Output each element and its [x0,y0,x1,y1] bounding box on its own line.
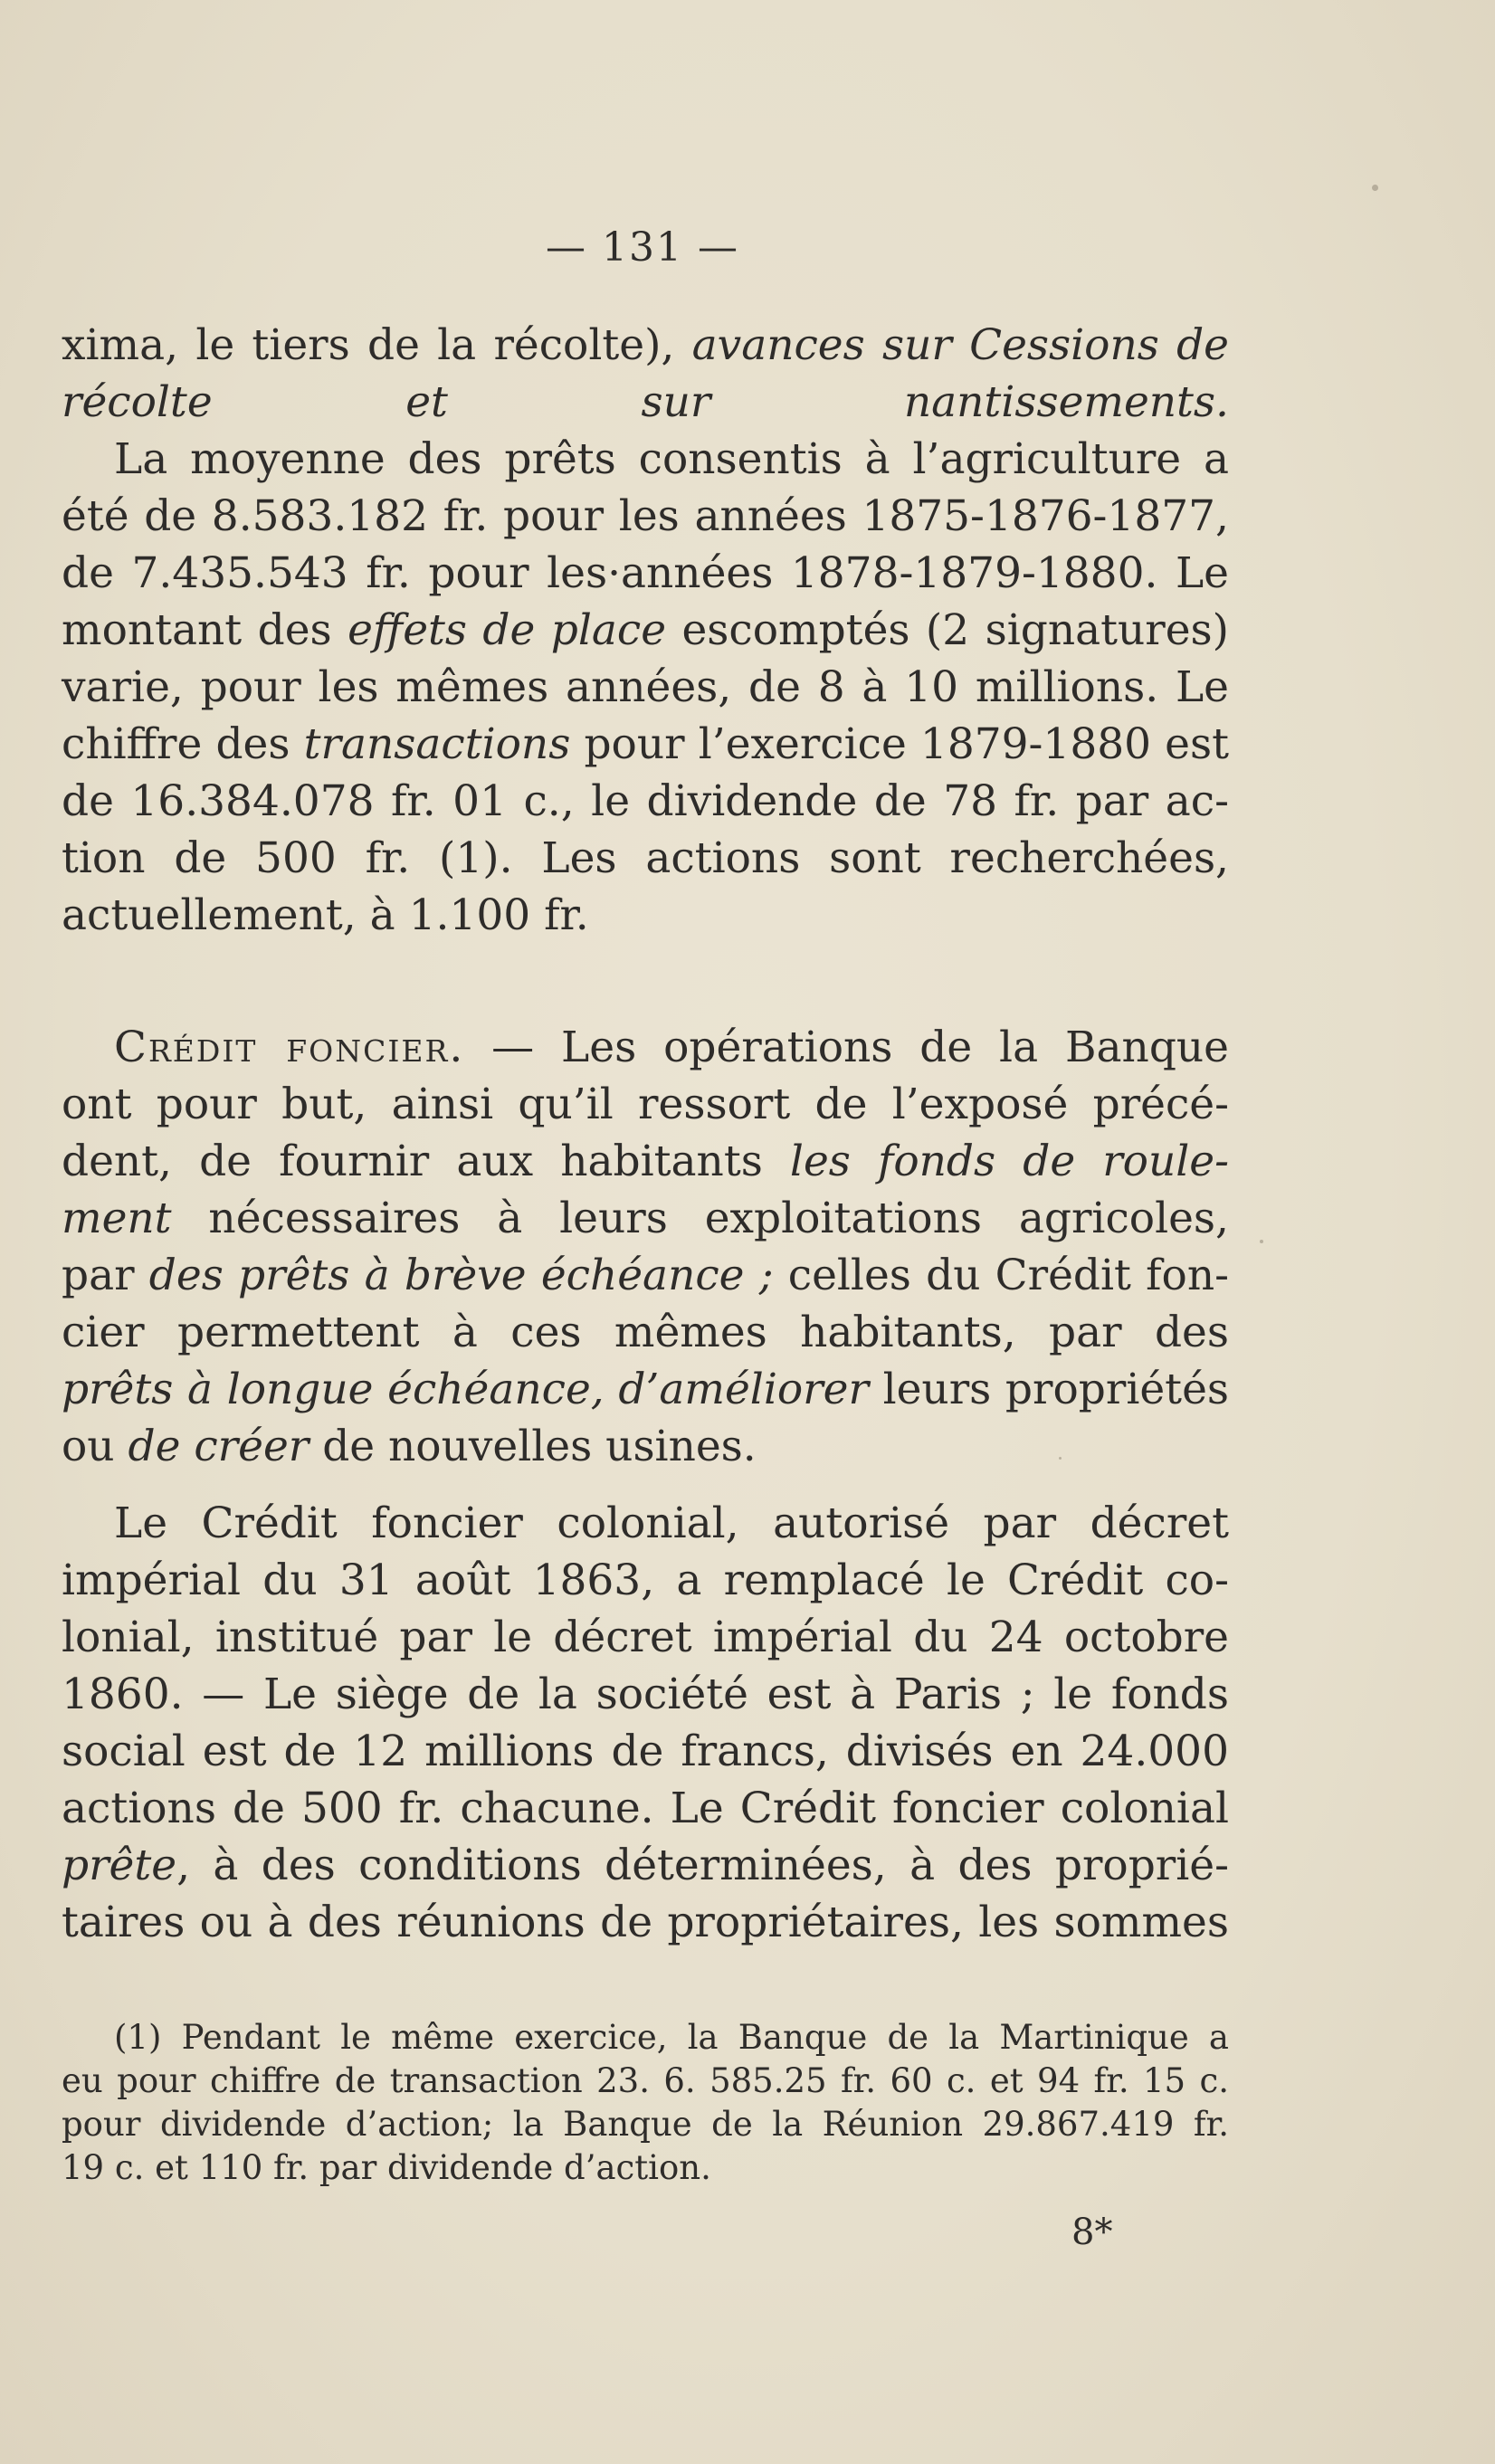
text-line [62,1495,1229,1552]
text-run: leurs propriétés [868,1365,1230,1414]
text-run: par [62,1251,149,1300]
text-line [62,374,1229,431]
text-run: prête [62,1841,177,1890]
text-run: (1) Pendant le même exercice, la Banque de la Martinique a [114,2018,1229,2057]
text-run: Le Crédit foncier colonial, autorisé par décret [114,1498,1229,1548]
paragraph-credit-foncier [62,1019,1229,1475]
text-run: social est de 12 millions de francs, divisés en 24.000 [62,1727,1229,1776]
text-line [62,1304,1229,1361]
text-line [62,1361,1229,1418]
text-line [62,1019,1229,1076]
text-line [62,1076,1229,1133]
text-run: de nouvelles usines. [309,1422,757,1471]
paragraph-1 [62,317,1229,944]
text-line [62,1133,1229,1190]
paper-speck [1260,1240,1263,1243]
text-run: impérial du 31 août 1863, a remplacé le Crédit co- [62,1555,1229,1605]
text-run: cier permettent à ces mêmes habitants, par des [62,1308,1229,1357]
text-run: ou [62,1422,129,1471]
text-run: prêts à longue échéance, d’améliorer [62,1365,869,1414]
text-line [62,2016,1229,2060]
text-run: nécessaires à leurs exploitations agricoles, [171,1194,1229,1243]
text-run: tion de 500 fr. (1). Les actions sont recherchées, [62,833,1229,883]
text-run: taires ou à des réunions de propriétaires, les sommes [62,1898,1229,1947]
text-run: escomptés (2 signatures) [666,605,1230,655]
page-number: — 131 — [546,224,739,271]
text-run: celles du Crédit fon- [773,1251,1229,1300]
text-line [62,2146,1229,2190]
paragraph-credit-foncier-colonial [62,1495,1229,1951]
text-run: varie, pour les mêmes années, de 8 à 10 millions. Le [62,662,1229,712]
text-run: lonial, institué par le décret impérial du 24 octobre [62,1613,1229,1662]
text-line [62,1190,1229,1247]
text-run: pour dividende d’action; la Banque de la Réunion 29.867.419 fr. [62,2105,1229,2144]
text-run: été de 8.583.182 fr. pour les années 1875-1876-1877, [62,491,1229,541]
text-line [62,317,1229,374]
text-run: , à des conditions déterminées, à des proprié- [176,1841,1229,1890]
text-line [62,1837,1229,1894]
text-run: ment [62,1194,172,1243]
text-line [62,1780,1229,1837]
text-line [62,1552,1229,1609]
text-line [62,830,1229,887]
text-line [62,659,1229,716]
text-run: de 16.384.078 fr. 01 c., le dividende de 78 fr. par ac- [62,776,1229,826]
text-line [62,1247,1229,1304]
text-line [62,1418,1229,1475]
text-run: dent, de fournir aux habitants [62,1137,790,1186]
paper-speck [1372,185,1378,191]
text-run: actions de 500 fr. chacune. Le Crédit foncier colonial [62,1784,1229,1833]
text-run: transactions [303,719,571,769]
text-run: chiffre des [62,719,304,769]
text-run: Crédit foncier. [114,1023,465,1072]
text-run: 1860. — Le siège de la société est à Paris ; le fonds [62,1670,1229,1719]
text-run: actuellement, à 1.100 fr. [62,890,589,940]
text-line [62,602,1229,659]
text-run: des prêts à brève échéance ; [148,1251,774,1300]
text-line [62,773,1229,830]
footnote [62,2016,1229,2190]
text-line [62,2060,1229,2103]
text-line [62,2103,1229,2146]
text-line [62,1894,1229,1951]
text-line [62,1723,1229,1780]
text-line [62,431,1229,488]
text-run: 19 c. et 110 fr. par dividende d’action. [62,2148,711,2187]
text-run: xima, le tiers de la récolte), [62,320,692,370]
text-run: montant des [62,605,348,655]
paper-speck [1059,1457,1062,1460]
text-run: de créer [128,1422,309,1471]
text-run: avances sur Cessions de [691,320,1229,370]
text-line [62,716,1229,773]
signature-mark: 8* [1071,2212,1113,2253]
text-run: La moyenne des prêts consentis à l’agriculture a [114,434,1229,484]
text-line [62,1609,1229,1666]
text-run: les fonds de roule- [789,1137,1229,1186]
text-line [62,1666,1229,1723]
text-line [62,545,1229,602]
text-run: effets de place [348,605,667,655]
text-run: de 7.435.543 fr. pour les·années 1878-1879-1880. Le [62,548,1229,598]
text-line [62,488,1229,545]
text-run: pour l’exercice 1879-1880 est [570,719,1230,769]
text-line [62,887,1229,944]
text-run: ont pour but, ainsi qu’il ressort de l’exposé précé- [62,1080,1229,1129]
text-run: — Les opérations de la Banque [464,1023,1229,1072]
text-run: eu pour chiffre de transaction 23. 6. 585.25 fr. 60 c. et 94 fr. 15 c. [62,2061,1229,2100]
text-run: récolte et sur nantissements. [62,377,1229,427]
